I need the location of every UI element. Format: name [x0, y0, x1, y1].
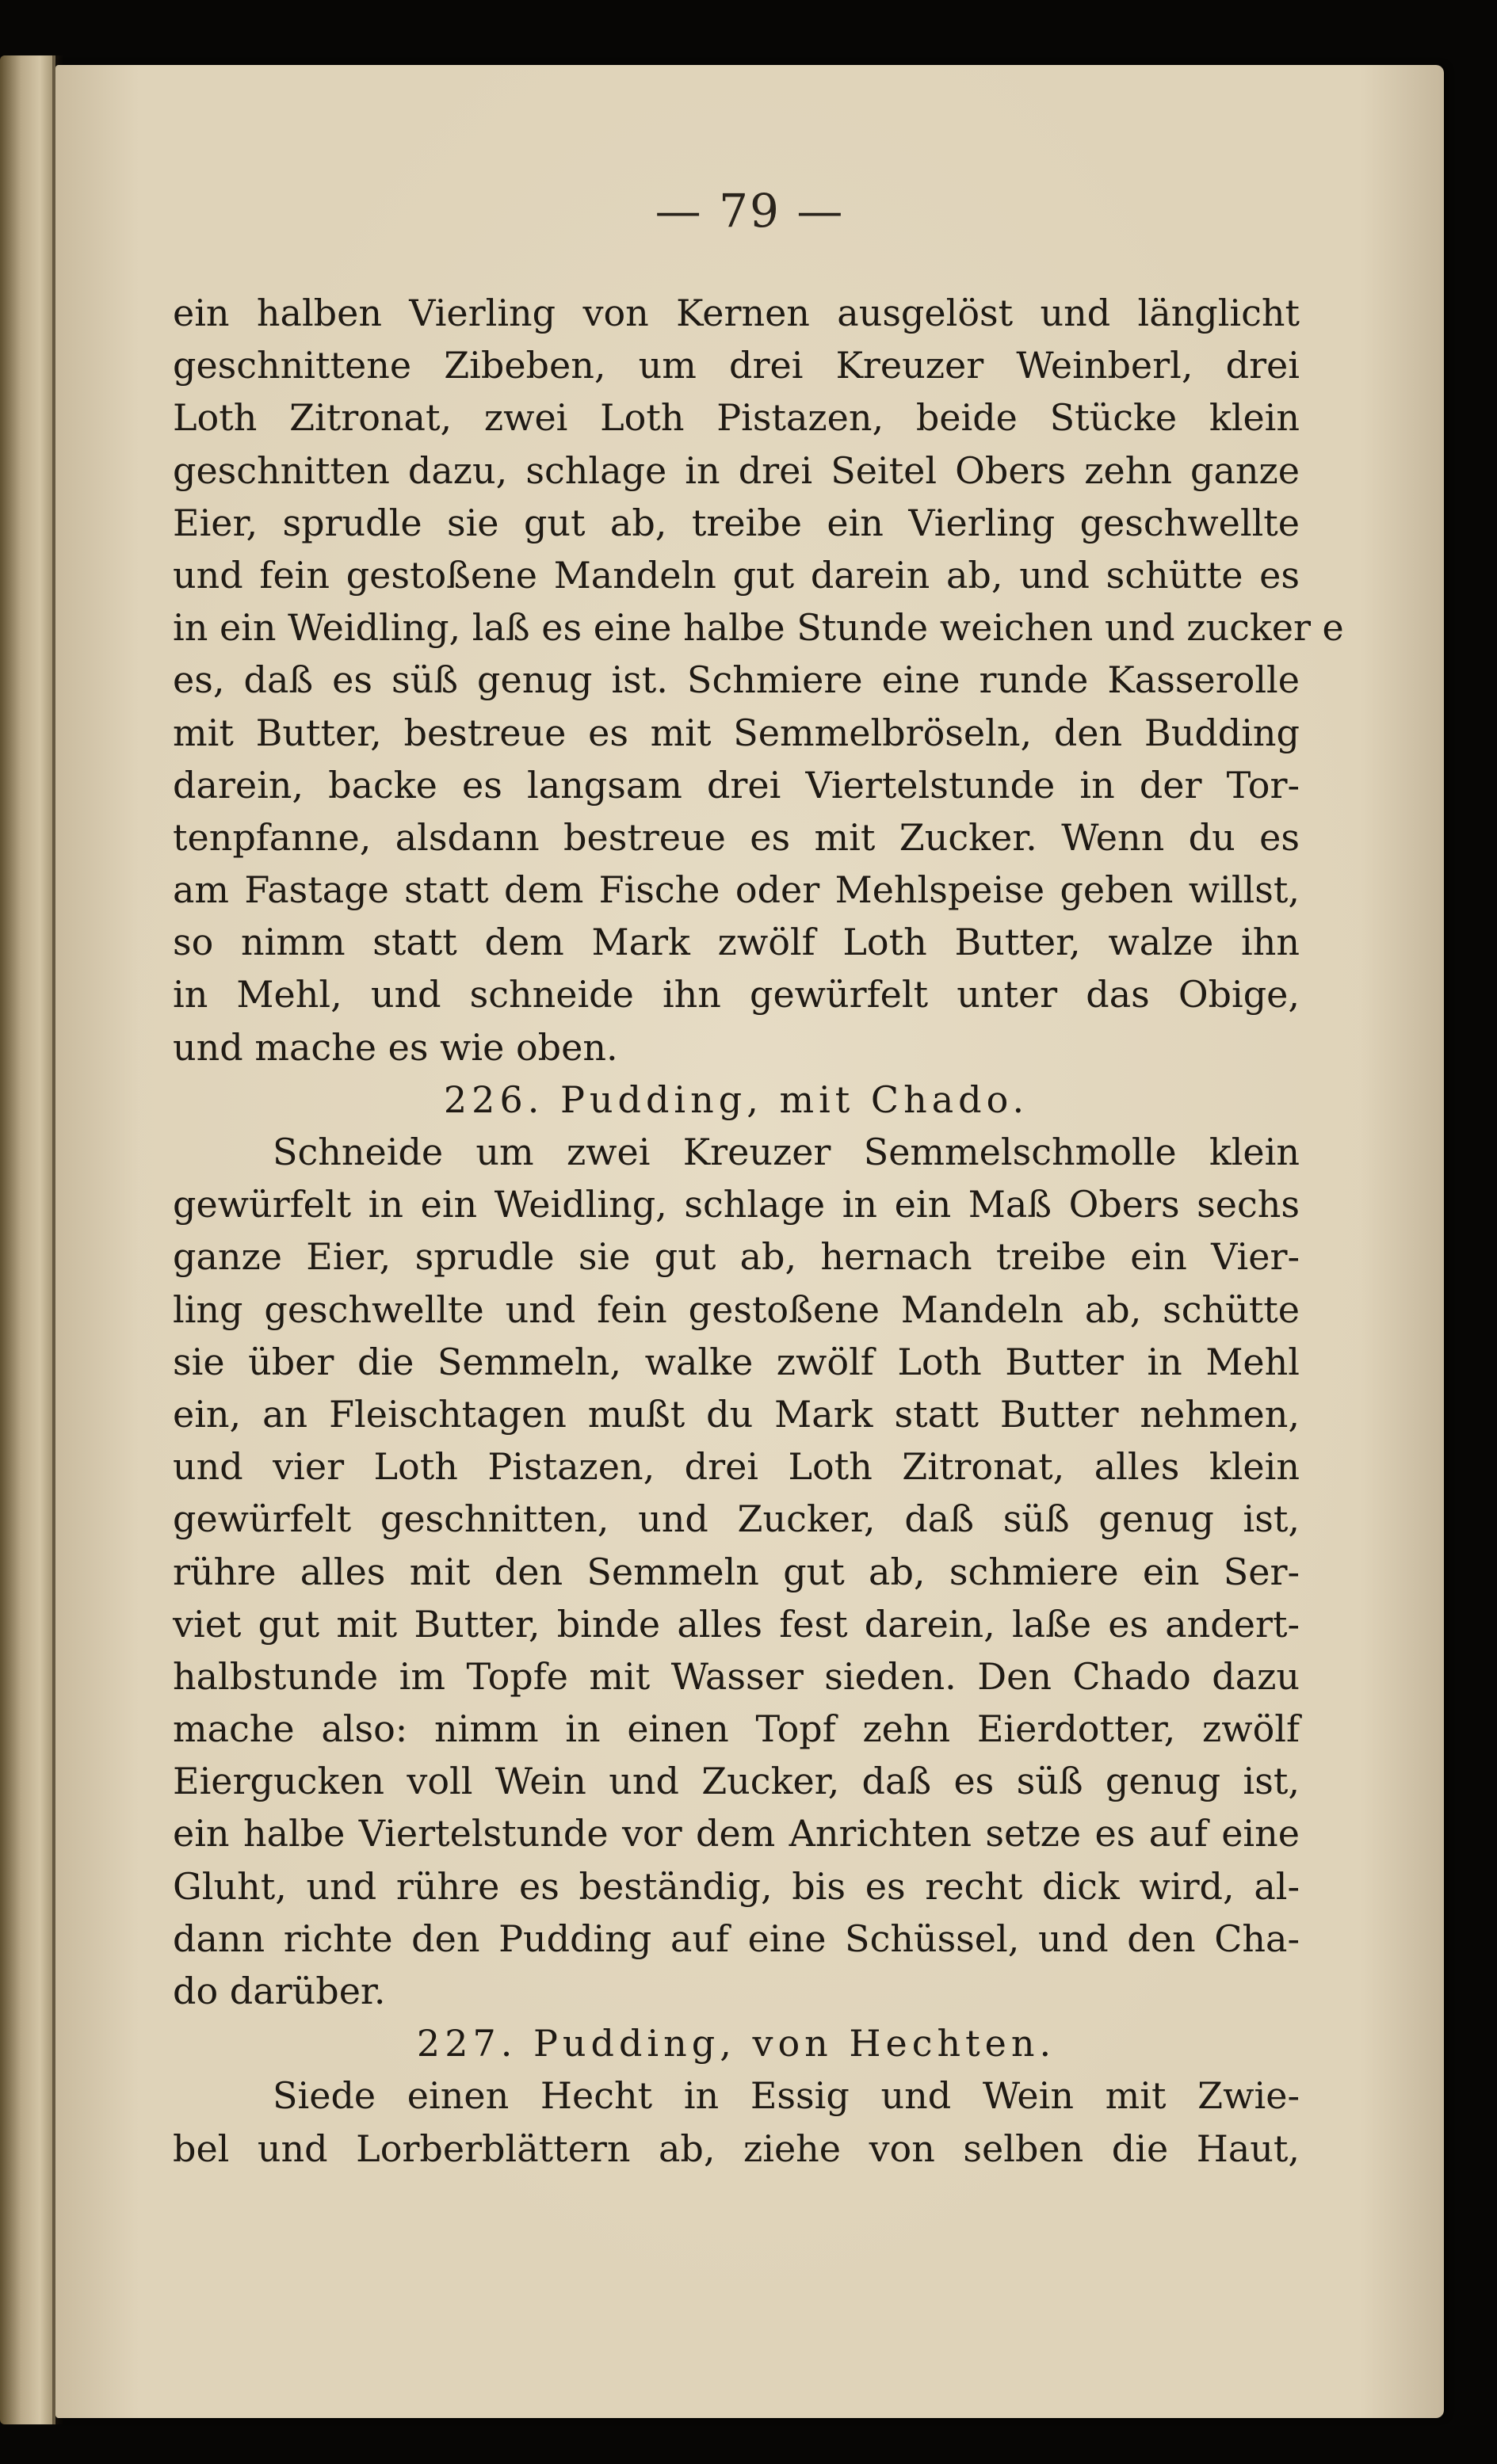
recipe-227-line: bel und Lorberblättern ab, ziehe von selben die Haut, — [173, 2126, 1300, 2170]
recipe-226-line: dann richte den Pudding auf eine Schüssel, und den Cha- — [173, 1917, 1300, 1960]
recipe-226-heading: 226. Pudding, mit Chado. — [443, 1078, 1029, 1121]
previous-page-edge — [0, 55, 55, 2424]
intro-line: in Mehl, und schneide ihn gewürfelt unter das Obige, — [173, 973, 1300, 1016]
intro-line: Loth Zitronat, zwei Loth Pistazen, beide Stücke klein — [173, 396, 1300, 440]
intro-line: tenpfanne, alsdann bestreue es mit Zucker. Wenn du es — [173, 815, 1300, 859]
intro-line: am Fastage statt dem Fische oder Mehlspeise geben willst, — [173, 868, 1300, 912]
intro-line: geschnitten dazu, schlage in drei Seitel Obers zehn ganze — [173, 448, 1300, 492]
recipe-226-line: Eiergucken voll Wein und Zucker, daß es süß genug ist, — [173, 1760, 1300, 1803]
intro-line: so nimm statt dem Mark zwölf Loth Butter, walze ihn — [173, 921, 1300, 964]
recipe-226-line: do darüber. — [173, 1970, 386, 2012]
recipe-226-line: Schneide um zwei Kreuzer Semmelschmolle klein — [273, 1131, 1300, 1173]
page-text — [173, 287, 1344, 2175]
recipe-227-heading: 227. Pudding, von Hechten. — [416, 2022, 1056, 2065]
recipe-226-line: ling geschwellte und fein gestoßene Mandeln ab, schütte — [173, 1287, 1300, 1331]
recipe-226-line: gewürfelt in ein Weidling, schlage in ein Maß Obers sechs — [173, 1183, 1300, 1226]
recipe-226-line: sie über die Semmeln, walke zwölf Loth Butter in Mehl — [173, 1340, 1300, 1383]
intro-line: mit Butter, bestreue es mit Semmelbröseln, den Budding — [173, 711, 1300, 754]
recipe-226-line: ganze Eier, sprudle sie gut ab, hernach treibe ein Vier- — [173, 1235, 1300, 1279]
book-page — [55, 65, 1444, 2418]
recipe-226-line: und vier Loth Pistazen, drei Loth Zitronat, alles klein — [173, 1445, 1300, 1489]
recipe-226-line: ein halbe Viertelstunde vor dem Anrichten setze es auf eine — [173, 1812, 1300, 1856]
recipe-226-line: ein, an Fleischtagen mußt du Mark statt Butter nehmen, — [173, 1392, 1300, 1436]
recipe-226-line: mache also: nimm in einen Topf zehn Eierdotter, zwölf — [173, 1707, 1300, 1751]
intro-line: und fein gestoßene Mandeln gut darein ab, und schütte es — [173, 553, 1300, 597]
intro-line: es, daß es süß genug ist. Schmiere eine runde Kasserolle — [173, 658, 1300, 702]
recipe-226-line: viet gut mit Butter, binde alles fest darein, laße es andert- — [173, 1602, 1300, 1646]
recipe-226-line: gewürfelt geschnitten, und Zucker, daß süß genug ist, — [173, 1497, 1300, 1541]
intro-line: ein halben Vierling von Kernen ausgelöst und länglicht — [173, 292, 1300, 334]
recipe-226-line: halbstunde im Topfe mit Wasser sieden. Den Chado dazu — [173, 1654, 1300, 1698]
intro-line: geschnittene Zibeben, um drei Kreuzer Weinberl, drei — [173, 344, 1300, 387]
recipe-226-line: Gluht, und rühre es beständig, bis es recht dick wird, al- — [173, 1864, 1300, 1908]
page-number: — 79 — — [655, 184, 845, 238]
intro-line: Eier, sprudle sie gut ab, treibe ein Vierling geschwellte — [173, 501, 1300, 544]
recipe-226-line: rühre alles mit den Semmeln gut ab, schmiere ein Ser- — [173, 1550, 1300, 1593]
intro-line: und mache es wie oben. — [173, 1025, 618, 1069]
recipe-227-line: Siede einen Hecht in Essig und Wein mit Zwie- — [273, 2074, 1300, 2118]
intro-line: in ein Weidling, laß es eine halbe Stunde weichen und zucker e — [173, 606, 1344, 650]
intro-line: darein, backe es langsam drei Viertelstunde in der Tor- — [173, 763, 1300, 807]
